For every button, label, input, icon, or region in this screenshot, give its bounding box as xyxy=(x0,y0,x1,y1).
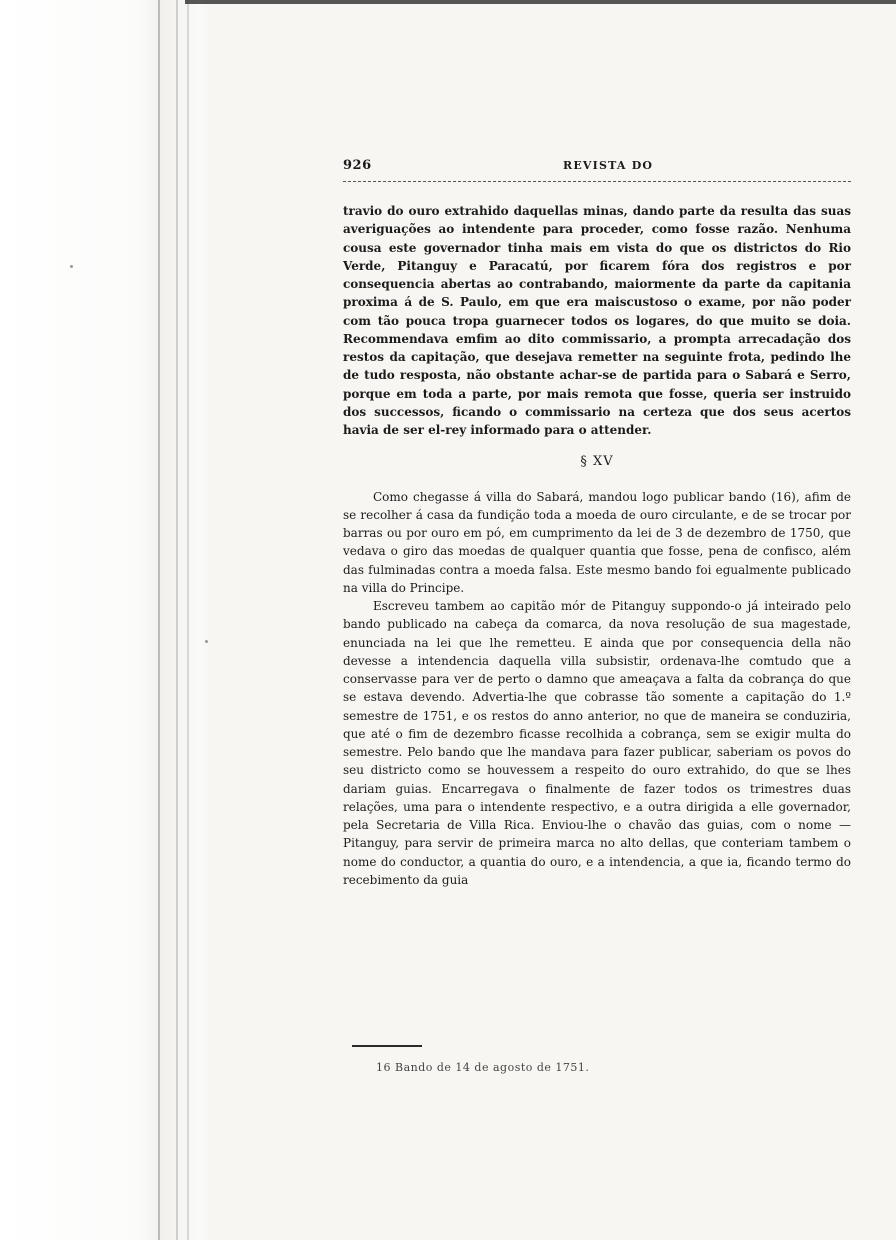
page-header xyxy=(343,158,851,178)
section-heading: § XV xyxy=(580,454,614,470)
paragraph: Como chegasse á villa do Sabará, mandou logo publicar bando (16), afim de se recolher á casa da fundição toda a moeda de ouro circulante, e de se trocar por barras ou por ouro em pó, em cumprimento da lei de 3 de dezembro de 1750, que vedava o giro das moedas de qualquer quantia que fosse, pena de confisco, além das fulminadas contra a moeda falsa. Este mesmo bando foi egualmente publicado na villa do Principe. xyxy=(343,489,851,595)
spine-edge-line xyxy=(176,0,178,1240)
footnote-rule xyxy=(352,1045,422,1047)
book-spine-shadow xyxy=(0,0,210,1240)
speck xyxy=(205,640,208,643)
header-rule xyxy=(343,181,851,182)
footnote: 16 Bando de 14 de agosto de 1751. xyxy=(376,1061,590,1074)
paragraph: travio do ouro extrahido daquellas minas, dando parte da resulta das suas averiguações ao intendente para proceder, como fosse razão. Nenhuma cousa este governador tinha mais em vista do que os districtos do Rio Verde, Pitanguy e Paracatú, por ficarem fóra dos registros e por consequencia abertas ao contrabando, maiormente da parte da capitania proxima á de S. Paulo, em que era maiscustoso o exame, por não poder com tão pouca tropa guarnecer todos os logares, do que muito se doia. Recommendava emfim ao dito commissario, a prompta arrecadação dos restos da capitação, que desejava remetter na seguinte frota, pedindo lhe de tudo resposta, não obstante achar-se de partida para o Sabará e Serro, porque em toda a parte, por mais remota que fosse, queria ser instruido dos successos, ficando o commissario na certeza que dos seus acertos havia de ser el-rey informado para o attender. xyxy=(343,204,851,437)
page-top-edge xyxy=(185,0,896,4)
running-head: REVISTA DO xyxy=(563,159,654,172)
paragraph: Escreveu tambem ao capitão mór de Pitanguy suppondo-o já inteirado pelo bando publicado na cabeça da comarca, da nova resolução de sua magestade, enunciada na lei que lhe remetteu. E ainda que por consequencia della não devesse a intendencia daquella villa subsistir, ordenava-lhe comtudo que a conservasse para ver de perto o damno que ameaçava a falta da cobrança do que se estava devendo. Advertia-lhe que cobrasse tão somente a capitação do 1.º semestre de 1751, e os restos do anno anterior, no que de maneira se conduziria, que até o fim de dezembro ficasse recolhida a cobrança, sem se exigir multa do semestre. Pelo bando que lhe mandava para fazer publicar, saberiam os povos do seu districto como se houvessem a respeito do ouro extrahido, do que se lhes dariam guias. Encarregava o finalmente de fazer todos os trimestres duas relações, uma para o intendente respectivo, e a outra dirigida a elle governador, pela Secretaria de Villa Rica. Enviou-lhe o chavão das guias, com o nome — Pitanguy, para servir de primeira marca no alto dellas, que conteriam tambem o nome do conductor, a quantia do ouro, e a intendencia, a que ia, ficando termo do recebimento da guia xyxy=(343,599,851,887)
page-number: 926 xyxy=(343,158,372,173)
spine-edge-line xyxy=(187,0,189,1240)
spine-edge-line xyxy=(158,0,160,1240)
body-text xyxy=(343,202,851,889)
speck xyxy=(70,265,73,268)
